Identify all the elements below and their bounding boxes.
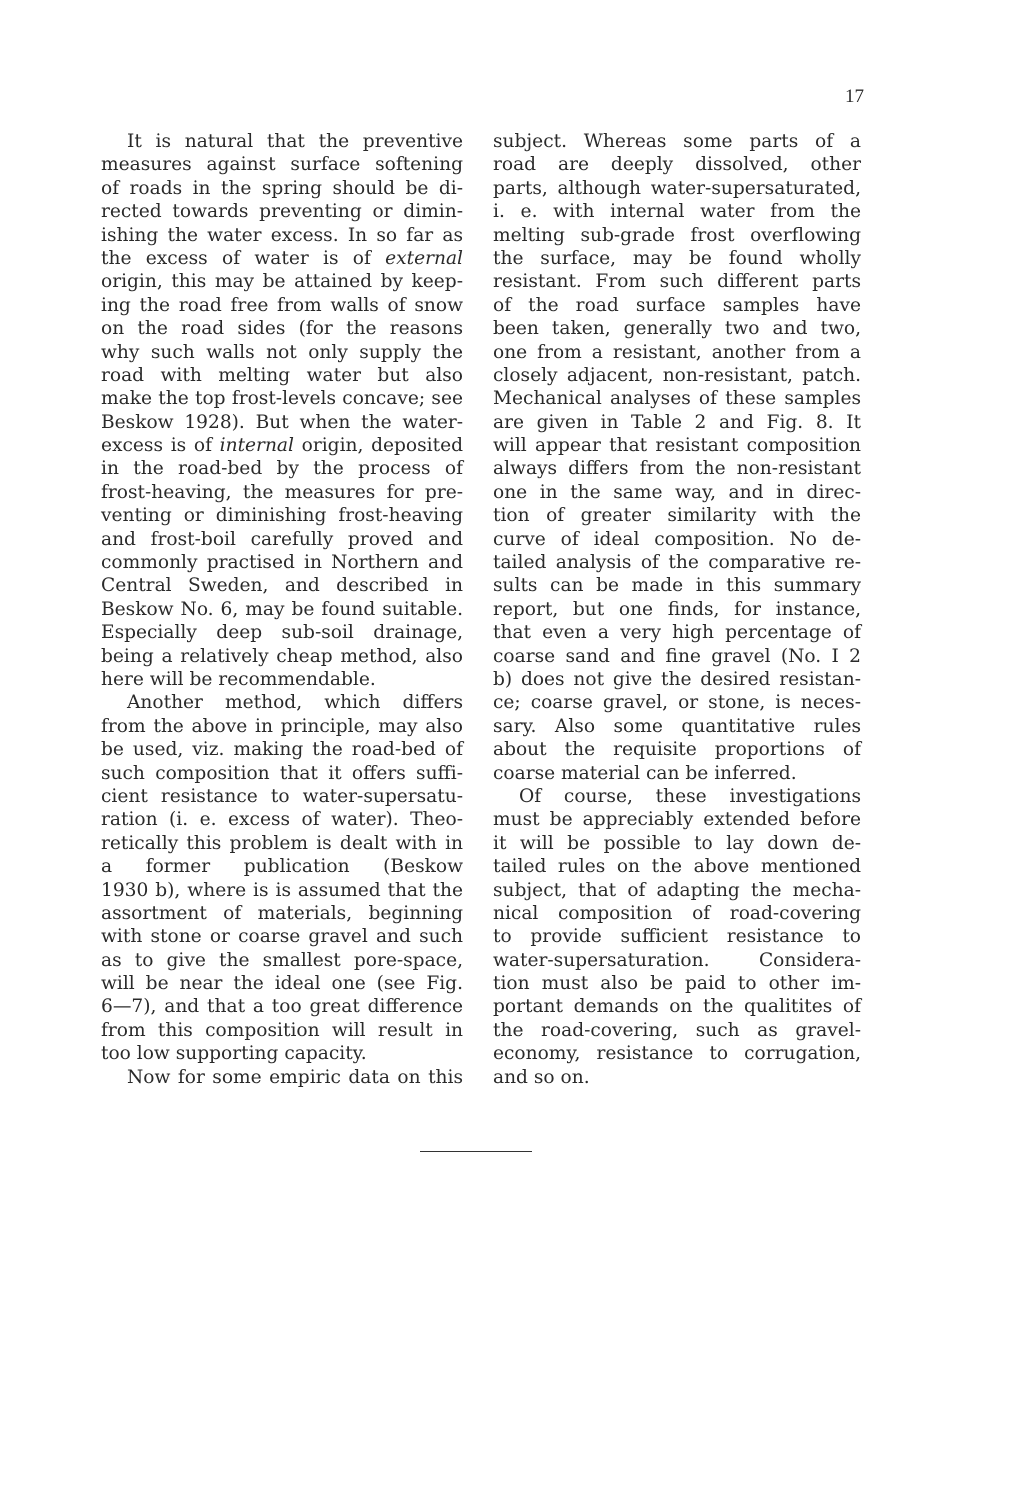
text-line: always differs from the non-resistant: [493, 458, 861, 480]
text-line: and frost-boil carefully proved and: [101, 528, 463, 550]
emphasis: internal: [219, 435, 294, 457]
text-line: on the road sides (for the reasons: [101, 318, 463, 340]
text-line: being a relatively cheap method, also: [101, 645, 463, 667]
text-line: i. e. with internal water from the: [493, 201, 861, 223]
end-rule: [420, 1151, 532, 1152]
text-line: too low supporting capacity.: [101, 1043, 367, 1065]
text-line: of the road surface samples have: [493, 294, 861, 316]
text-line: commonly practised in Northern and: [101, 552, 463, 574]
text-line: Beskow 1928). But when the water-: [101, 411, 463, 433]
text-line: water-supersaturation. Considera-: [493, 949, 861, 971]
text-line: report, but one finds, for instance,: [493, 598, 861, 620]
text-line: frost-heaving, the measures for pre-: [101, 481, 463, 503]
text-line: retically this problem is dealt with in: [101, 832, 463, 854]
text-line: the road-covering, such as gravel-: [493, 1019, 861, 1041]
text-line: Now for some empiric data on this: [127, 1066, 463, 1088]
emphasis: external: [385, 247, 463, 269]
text-line: coarse material can be inferred.: [493, 762, 797, 784]
text-line: will appear that resistant composition: [493, 435, 861, 457]
text-line: closely adjacent, non-resistant, patch.: [493, 364, 861, 386]
text-line: tailed rules on the above mentioned: [493, 856, 861, 878]
text-line: ishing the water excess. In so far as: [101, 224, 463, 246]
text-line: 1930 b), where is is assumed that the: [101, 879, 463, 901]
text-line: be used, viz. making the road-bed of: [101, 739, 463, 761]
text-line: tion must also be paid to other im-: [493, 973, 861, 995]
text-line: must be appreciably extended before: [493, 809, 861, 831]
text-line: b) does not give the desired resistan-: [493, 668, 861, 690]
text-line: excess is of internal origin, deposited: [101, 435, 463, 457]
text-line: from this composition will result in: [101, 1019, 463, 1041]
text-line: subject. Whereas some parts of a: [493, 131, 861, 152]
text-line: been taken, generally two and two,: [493, 318, 861, 340]
text-line: one from a resistant, another from a: [493, 341, 861, 363]
text-line: Mechanical analyses of these samples: [493, 388, 861, 410]
text-line: about the requisite proportions of: [493, 739, 861, 761]
right-column: [493, 130, 861, 1089]
text-line: origin, this may be attained by keep-: [101, 271, 463, 293]
text-line: coarse sand and fine gravel (No. I 2: [493, 645, 861, 667]
text-line: sary. Also some quantitative rules: [493, 715, 861, 737]
text-line: melting sub-grade frost overflowing: [493, 224, 861, 246]
text-line: the excess of water is of external: [101, 247, 463, 269]
text-line: assortment of materials, beginning: [101, 902, 463, 924]
text-line: road with melting water but also: [101, 364, 463, 386]
text-line: curve of ideal composition. No de-: [493, 528, 861, 550]
text-line: rected towards preventing or dimin-: [101, 201, 463, 223]
text-line: one in the same way, and in direc-: [493, 481, 861, 503]
text-line: here will be recommendable.: [101, 668, 376, 690]
text-line: ration (i. e. excess of water). Theo-: [101, 809, 463, 831]
text-line: why such walls not only supply the: [101, 341, 463, 363]
page-number: 17: [845, 86, 864, 107]
text-line: tion of greater similarity with the: [493, 505, 861, 527]
text-line: Central Sweden, and described in: [101, 575, 463, 597]
text-line: a former publication (Beskow: [101, 856, 463, 878]
text-line: venting or diminishing frost-heaving: [101, 505, 463, 527]
text-line: subject, that of adapting the mecha-: [493, 879, 861, 901]
text-line: Beskow No. 6, may be found suitable.: [101, 598, 463, 620]
text-line: It is natural that the preventive: [127, 131, 463, 152]
text-line: as to give the smallest pore-space,: [101, 949, 463, 971]
text-line: Another method, which differs: [127, 692, 463, 714]
text-line: from the above in principle, may also: [101, 715, 463, 737]
text-line: tailed analysis of the comparative re-: [493, 552, 861, 574]
text-line: of roads in the spring should be di-: [101, 177, 463, 199]
text-line: cient resistance to water-supersatu-: [101, 785, 463, 807]
text-line: portant demands on the qualitites of: [493, 996, 861, 1018]
text-line: that even a very high percentage of: [493, 622, 861, 644]
text-line: make the top frost-levels concave; see: [101, 388, 463, 410]
left-column: [101, 130, 463, 1089]
text-line: nical composition of road-covering: [493, 902, 861, 924]
text-line: Especially deep sub-soil drainage,: [101, 622, 463, 644]
text-line: it will be possible to lay down de-: [493, 832, 861, 854]
text-line: ing the road free from walls of snow: [101, 294, 463, 316]
text-line: Of course, these investigations: [519, 785, 861, 807]
text-line: with stone or coarse gravel and such: [101, 926, 463, 948]
text-line: are given in Table 2 and Fig. 8. It: [493, 411, 861, 433]
text-line: in the road-bed by the process of: [101, 458, 463, 480]
text-line: will be near the ideal one (see Fig.: [101, 973, 463, 995]
text-line: and so on.: [493, 1066, 590, 1088]
text-line: measures against surface softening: [101, 154, 463, 176]
text-line: to provide sufficient resistance to: [493, 926, 861, 948]
text-line: the surface, may be found wholly: [493, 247, 861, 269]
text-line: parts, although water-supersaturated,: [493, 177, 861, 199]
text-line: resistant. From such different parts: [493, 271, 861, 293]
text-line: road are deeply dissolved, other: [493, 154, 861, 176]
text-line: economy, resistance to corrugation,: [493, 1043, 861, 1065]
text-line: 6—7), and that a too great difference: [101, 996, 463, 1018]
text-line: ce; coarse gravel, or stone, is neces-: [493, 692, 861, 714]
text-line: such composition that it offers suffi-: [101, 762, 463, 784]
text-line: sults can be made in this summary: [493, 575, 861, 597]
